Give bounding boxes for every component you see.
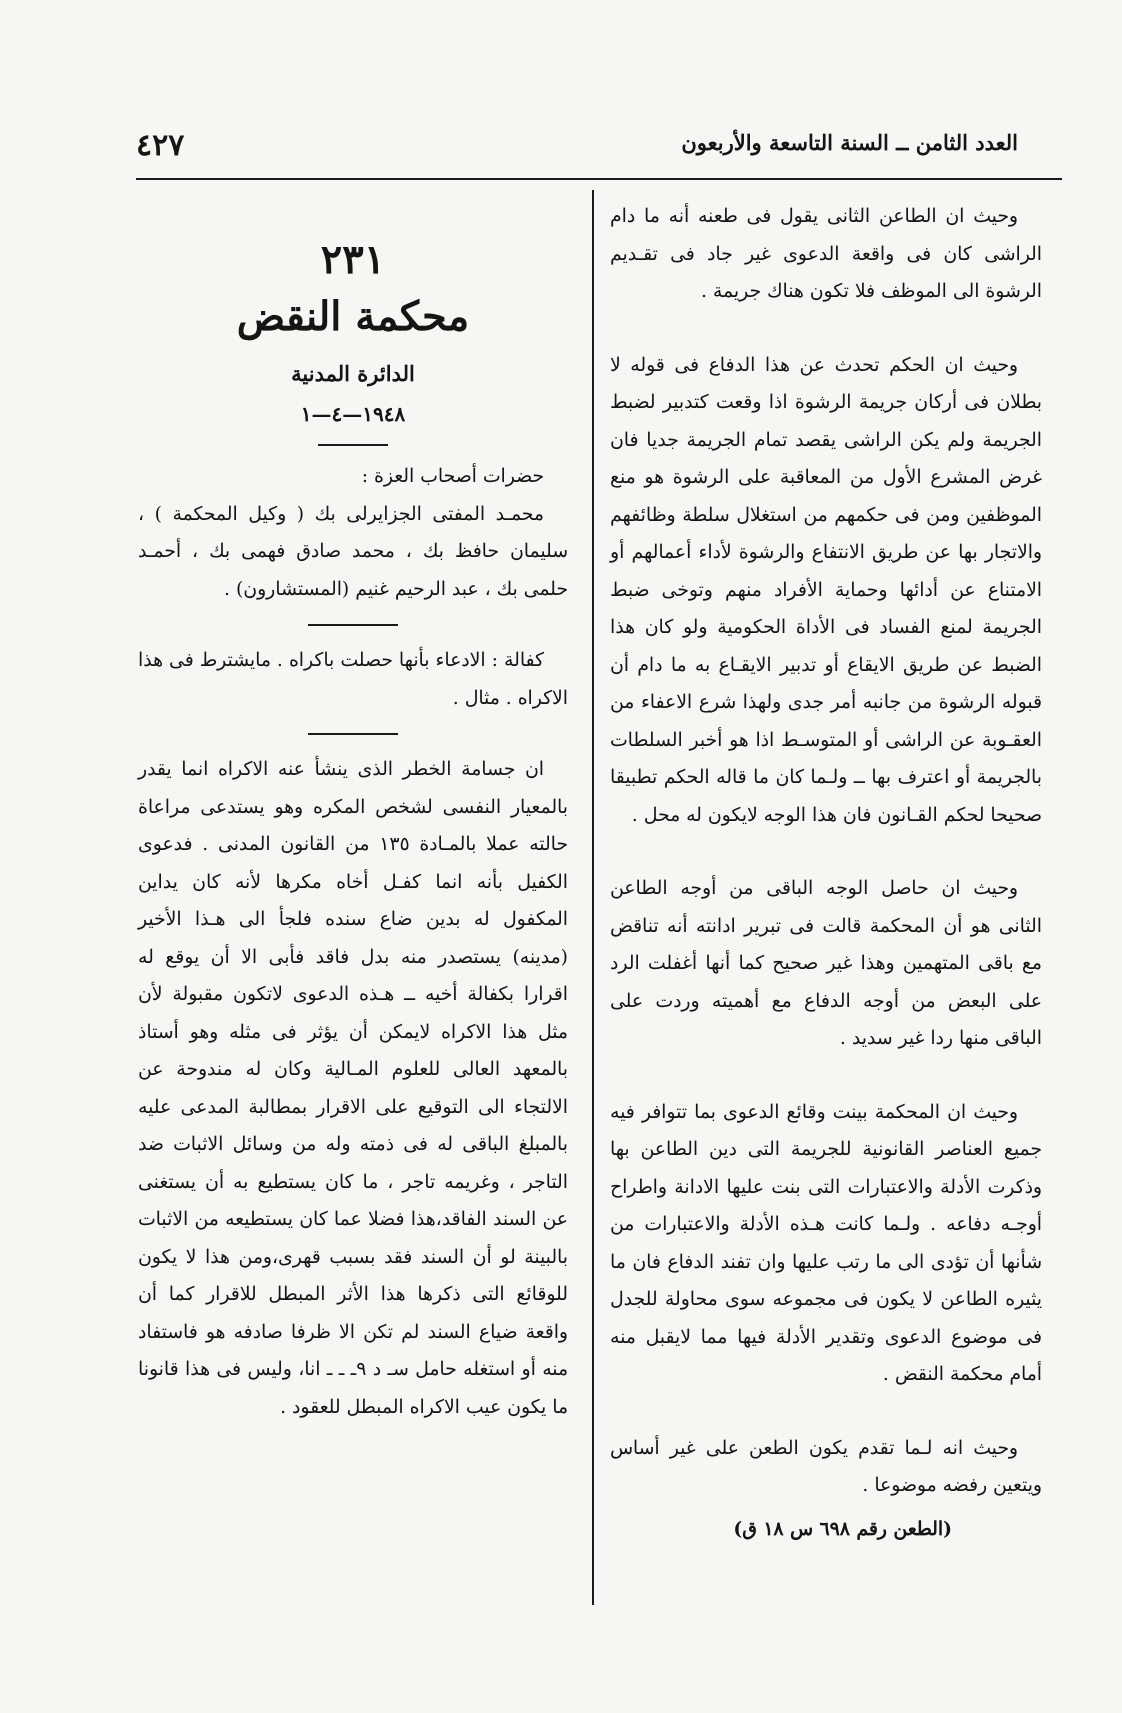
judgment-date: ١٩٤٨—٤—١	[300, 402, 406, 426]
divider-rule	[308, 733, 398, 735]
column-divider	[592, 190, 594, 1605]
page-number: ٤٢٧	[136, 128, 185, 163]
circuit-name: الدائرة المدنية	[291, 361, 415, 386]
divider-rule	[308, 624, 398, 626]
paragraph: وحيث ان حاصل الوجه الباقى من أوجه الطاعن الثانى هو أن المحكمة قالت فى تبرير ادانته أنه تناقض مع باقى المتهمين وهذا غير صحيح كما أنها أغفلت الرد على البعض من أوجه الدفاع مع أهميته وردت على الباقى منها ردا غير سديد .	[610, 878, 1042, 1049]
paragraph: وحيث انه لـما تقدم يكون الطعن على غير أساس ويتعين رفضه موضوعا .	[610, 1437, 1042, 1496]
page-header	[136, 128, 1018, 176]
paragraph: وحيث ان الطاعن الثانى يقول فى طعنه أنه ما دام الراشى كان فى واقعة الدعوى غير جاد فى تقـديم الرشوة الى الموظف فلا تكون هناك جريمة .	[610, 206, 1042, 302]
paragraph: وحيث ان الحكم تحدث عن هذا الدفاع فى قوله لا بطلان فى أركان جريمة الرشوة اذا وقعت كتدبير لضبط الجريمة ولم يكن الراشى يقصد تمام الجريمة جديا فان غرض المشرع الأول من المعاقبة على الرشوة هو منع الموظفين ومن فى حكمهم من استغلال سلطة وظائفهم والاتجار بها عن طريق الانتفاع والرشوة لأداء أعمالهم أو الامتناع عن أدائها وحماية الأفراد منهم وتوخى ضبط الجريمة لمنع الفساد فى الأداة الحكومية ولو كان هذا الضبط عن طريق الايقاع أو تدبير الايقـاع به ما دام أن قبوله الرشوة من جانبه أمر جدى ولهذا شرع الاعفاء من العقـوبة عن الراشى أو المتوسـط اذا هو أخبر السلطات بالجريمة أو اعترف بها ــ ولـما كان ما قاله الحكم تطبيقا صحيحا لحكم القـانون فان هذا الوجه لايكون له محل .	[610, 354, 1042, 826]
running-head: العدد الثامن ــ السنة التاسعة والأربعون	[681, 130, 1018, 155]
divider-rule	[318, 444, 388, 446]
case-heading	[138, 236, 568, 446]
paragraph: وحيث ان المحكمة بينت وقائع الدعوى بما تتوافر فيه جميع العناصر القانونية للجريمة التى دين الطاعن بها وذكرت الأدلة والاعتبارات التى بنت عليها الادانة واطراح أوجـه دفاعه . ولـما كانت هـذه الأدلة والاعتبارات من شأنها أن تؤدى الى ما رتب عليها وان تفند الدفاع فان ما يثيره الطاعن لا يكون فى مجموعه سوى محاولة للجدل فى موضوع الدعوى وتقدير الأدلة فيها مما لايقبل منه أمام محكمة النقض .	[610, 1101, 1042, 1385]
right-column	[610, 198, 1042, 1548]
left-column	[138, 198, 568, 1426]
members-heading: حضرات أصحاب العزة :	[361, 466, 544, 487]
court-name: محكمة النقض	[236, 293, 470, 340]
members-names: محمـد المفتى الجزايرلى بك ( وكيل المحكمة ) ، سليمان حافظ بك ، محمد صادق فهمى بك ، أحمـد حلمى بك ، عبد الرحيم غنيم (المستشارون) .	[138, 503, 568, 600]
headnote: كفالة : الادعاء بأنها حصلت باكراه . مايشترط فى هذا الاكراه . مثال .	[138, 650, 568, 709]
case-citation: (الطعن رقم ٦٩٨ س ١٨ ق)	[733, 1517, 952, 1540]
legal-principle: ان جسامة الخطر الذى ينشأ عنه الاكراه انما يقدر بالمعيار النفسى لشخص المكره وهو يستدعى مراعاة حالته عملا بالمـادة ١٣٥ من القانون المدنى . فدعوى الكفيل بأنه انما كفـل أخاه مكرها لأنه كان يداين المكفول له بدين ضاع سنده فلجأ الى هـذا الأخير (مدينه) يستصدر منه بدل فاقد فأبى الا أن يوقع له اقرارا بكفالة أخيه ــ هـذه الدعوى لاتكون مقبولة لأن مثل هذا الاكراه لايمكن أن يؤثر فى مثله وهو أستاذ بالمعهد العالى للعلوم المـالية وكان له مندوحة عن الالتجاء الى التوقيع على الاقرار بمطالبة المدعى عليه بالمبلغ الباقى له فى ذمته وله من وسائل الاثبات ضد التاجر ، وغريمه تاجر ، ما كان يستطيع به أن يستغنى عن السند الفاقد،هذا فضلا عما كان يستطيعه من الاثبات بالبينة لو أن السند فقد بسبب قهرى،ومن هذا لا يكون للوقائع التى ذكرها هذا الأثر المبطل للاقرار كما أن واقعة ضياع السند لم تكن الا ظرفا صادفه هو فاستفاد منه أو استغله حامل سـ د ٩ـ ـ ـ انا، وليس فى هذا قانونا ما يكون عيب الاكراه المبطل للعقود .	[138, 759, 568, 1418]
case-number: ٢٣١	[320, 236, 386, 283]
header-rule	[136, 178, 1062, 180]
